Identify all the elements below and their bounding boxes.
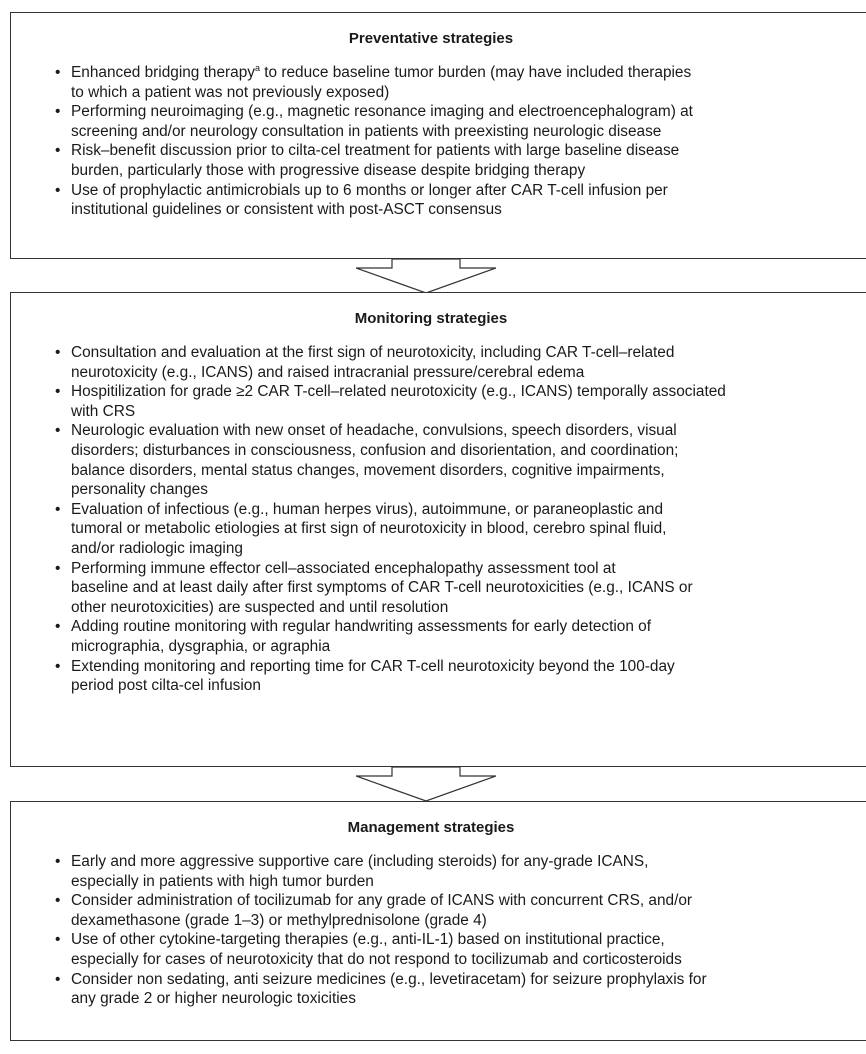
footnote-marker: a	[254, 63, 260, 73]
item-line: personality changes	[71, 481, 208, 499]
item-line: Performing neuroimaging (e.g., magnetic resonance imaging and electroencephalogram) at	[71, 103, 693, 121]
item-line: disorders; disturbances in consciousness, confusion and disorientation, and coordination;	[71, 441, 679, 459]
list-item	[55, 63, 693, 102]
preventative-list	[55, 63, 693, 220]
item-line: other neurotoxicities) are suspected and until resolution	[71, 598, 449, 616]
item-line: dexamethasone (grade 1–3) or methylprednisolone (grade 4)	[71, 911, 487, 929]
item-line: institutional guidelines or consistent with post-ASCT consensus	[71, 201, 502, 219]
preventative-title: Preventative strategies	[348, 30, 514, 47]
item-line: Enhanced bridging therapy	[71, 64, 255, 81]
item-line: especially in patients with high tumor burden	[71, 872, 374, 890]
item-line: screening and/or neurology consultation in patients with preexisting neurologic disease	[71, 122, 662, 140]
item-line: Risk–benefit discussion prior to cilta-cel treatment for patients with large baseline disease	[71, 142, 680, 160]
item-line: burden, particularly those with progressive disease despite bridging therapy	[71, 161, 586, 179]
item-line: Early and more aggressive supportive care (including steroids) for any-grade ICANS,	[71, 853, 649, 870]
list-item	[55, 617, 726, 656]
list-item	[55, 657, 726, 696]
preventative-strategies-box	[10, 12, 866, 259]
item-line: Consultation and evaluation at the first sign of neurotoxicity, including CAR T-cell–related	[71, 344, 675, 361]
management-title: Management strategies	[347, 819, 515, 836]
item-line: tumoral or metabolic etiologies at first sign of neurotoxicity in blood, cerebro spinal fluid,	[71, 520, 667, 538]
list-item	[55, 930, 707, 969]
item-line: Performing immune effector cell–associated encephalopathy assessment tool at	[71, 559, 616, 577]
list-item	[55, 421, 726, 499]
list-item	[55, 382, 726, 421]
item-line: Neurologic evaluation with new onset of headache, convulsions, speech disorders, visual	[71, 422, 677, 440]
item-line: Consider administration of tocilizumab for any grade of ICANS with concurrent CRS, and/or	[71, 892, 693, 910]
item-line: period post cilta-cel infusion	[71, 677, 261, 695]
item-line: with CRS	[71, 402, 136, 420]
item-line: and/or radiologic imaging	[71, 539, 243, 557]
list-item	[55, 102, 693, 141]
list-item	[55, 343, 726, 382]
item-line: neurotoxicity (e.g., ICANS) and raised intracranial pressure/cerebral edema	[71, 363, 585, 381]
monitoring-list	[55, 343, 726, 696]
item-line: to which a patient was not previously exposed)	[71, 83, 390, 101]
item-line: Extending monitoring and reporting time for CAR T-cell neurotoxicity beyond the 100-day	[71, 657, 675, 675]
management-strategies-box	[10, 801, 866, 1041]
list-item	[55, 970, 707, 1009]
list-item	[55, 559, 726, 618]
list-item	[55, 891, 707, 930]
list-item	[55, 141, 693, 180]
monitoring-title: Monitoring strategies	[354, 310, 508, 327]
down-arrow-icon	[356, 766, 496, 802]
list-item	[55, 181, 693, 220]
item-line: especially for cases of neurotoxicity that do not respond to tocilizumab and corticosteroids	[71, 950, 682, 968]
item-line: Use of prophylactic antimicrobials up to 6 months or longer after CAR T-cell infusion per	[71, 181, 668, 199]
item-line: to reduce baseline tumor burden (may have included therapies	[259, 64, 692, 81]
management-list	[55, 852, 707, 1009]
item-line: micrographia, dysgraphia, or agraphia	[71, 637, 331, 655]
monitoring-strategies-box	[10, 292, 866, 767]
item-line: any grade 2 or higher neurologic toxicities	[71, 990, 356, 1008]
list-item	[55, 500, 726, 559]
down-arrow-icon	[356, 258, 496, 294]
item-line: Adding routine monitoring with regular handwriting assessments for early detection of	[71, 618, 652, 636]
item-line: Use of other cytokine-targeting therapies (e.g., anti-IL-1) based on institutional practice,	[71, 931, 665, 949]
item-line: Evaluation of infectious (e.g., human herpes virus), autoimmune, or paraneoplastic and	[71, 500, 664, 518]
item-line: balance disorders, mental status changes, movement disorders, cognitive impairments,	[71, 461, 665, 479]
item-line: Hospitilization for grade ≥2 CAR T-cell–related neurotoxicity (e.g., ICANS) temporally associated	[71, 383, 726, 401]
list-item	[55, 852, 707, 891]
item-line: baseline and at least daily after first symptoms of CAR T-cell neurotoxicities (e.g., ICANS or	[71, 579, 693, 597]
item-line: Consider non sedating, anti seizure medicines (e.g., levetiracetam) for seizure prophylaxis for	[71, 970, 707, 988]
